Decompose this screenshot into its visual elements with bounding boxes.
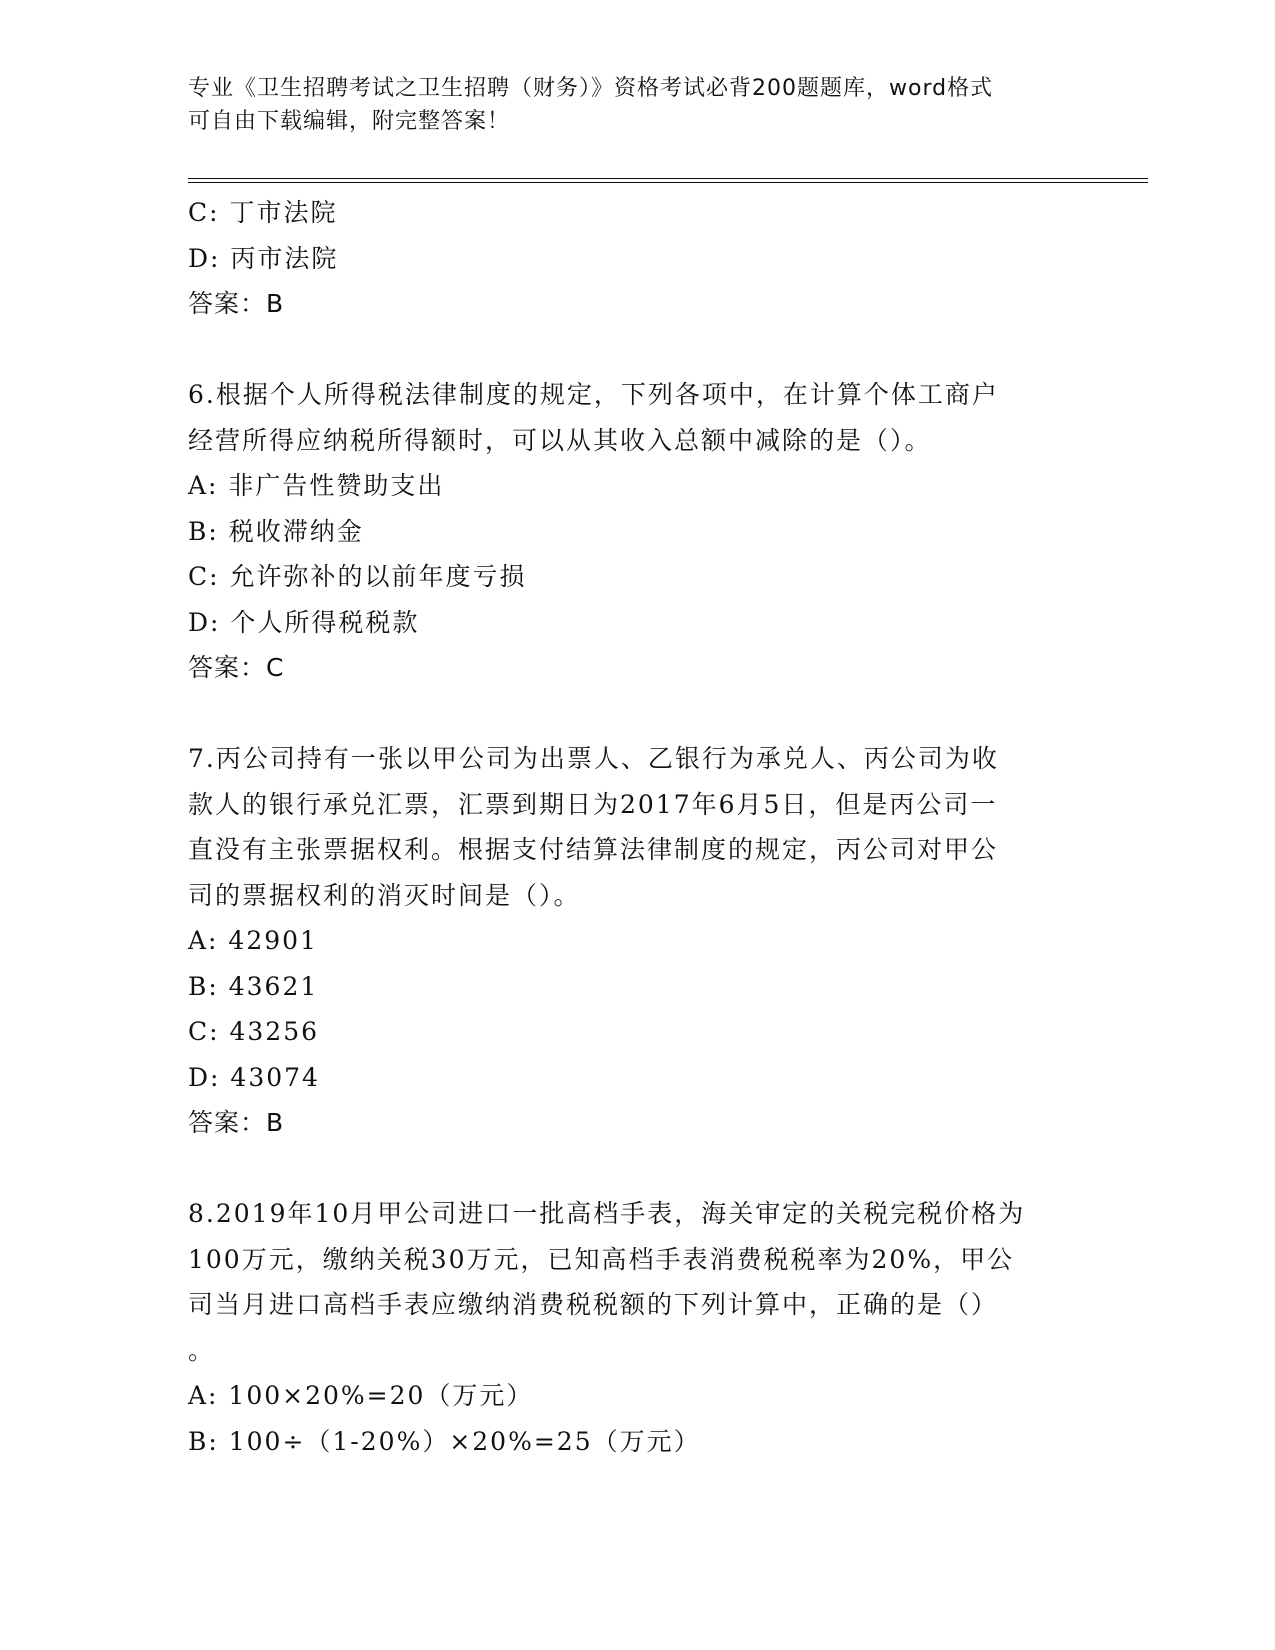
option-b: B: 税收滞纳金 — [188, 516, 364, 546]
question-stem: 司的票据权利的消灭时间是（）。 — [188, 880, 581, 910]
question-stem: 6.根据个人所得税法律制度的规定，下列各项中，在计算个体工商户 — [188, 380, 999, 409]
option-b: B: 43621 — [188, 971, 319, 1001]
header-title-line-1: 专业《卫生招聘考试之卫生招聘（财务）》资格考试必背200题题库，word格式 — [188, 76, 994, 101]
question-stem: 款人的银行承兑汇票，汇票到期日为2017年6月5日，但是丙公司一 — [188, 789, 998, 819]
option-d: D: 个人所得税税款 — [188, 607, 420, 637]
answer-label: 答案：B — [188, 289, 285, 318]
question-stem: 8.2019年10月甲公司进口一批高档手表，海关审定的关税完税价格为 — [188, 1199, 1026, 1228]
prev-question-block — [188, 190, 1088, 327]
header-divider — [188, 178, 1148, 183]
option-c: C: 43256 — [188, 1017, 320, 1046]
question-stem: 。 — [188, 1335, 216, 1365]
question-7 — [188, 736, 1088, 1146]
option-a: A: 100×20%=20（万元） — [188, 1381, 534, 1410]
option-d: D: 43074 — [188, 1062, 320, 1092]
answer-label: 答案：C — [188, 653, 285, 682]
option-a: A: 非广告性赞助支出 — [188, 471, 445, 500]
header-title-line-2: 可自由下载编辑，附完整答案！ — [188, 109, 511, 134]
option-a: A: 42901 — [188, 926, 318, 955]
answer-label: 答案：B — [188, 1108, 285, 1137]
question-stem: 直没有主张票据权利。根据支付结算法律制度的规定，丙公司对甲公 — [188, 835, 999, 864]
option-c: C: 丁市法院 — [188, 198, 338, 227]
question-stem: 100万元，缴纳关税30万元，已知高档手表消费税税率为20%，甲公 — [188, 1244, 1015, 1274]
question-stem: 司当月进口高档手表应缴纳消费税税额的下列计算中，正确的是（） — [188, 1290, 999, 1319]
document-body — [188, 190, 1088, 1464]
option-b: B: 100÷（1-20%）×20%=25（万元） — [188, 1426, 701, 1456]
question-stem: 7.丙公司持有一张以甲公司为出票人、乙银行为承兑人、丙公司为收 — [188, 744, 999, 773]
question-stem: 经营所得应纳税所得额时，可以从其收入总额中减除的是（）。 — [188, 425, 932, 455]
option-d: D: 丙市法院 — [188, 243, 339, 273]
spacer — [188, 1146, 1088, 1192]
option-c: C: 允许弥补的以前年度亏损 — [188, 562, 527, 591]
question-8 — [188, 1191, 1088, 1464]
question-6 — [188, 372, 1088, 691]
spacer — [188, 691, 1088, 737]
spacer — [188, 327, 1088, 373]
page-header — [188, 72, 1088, 138]
